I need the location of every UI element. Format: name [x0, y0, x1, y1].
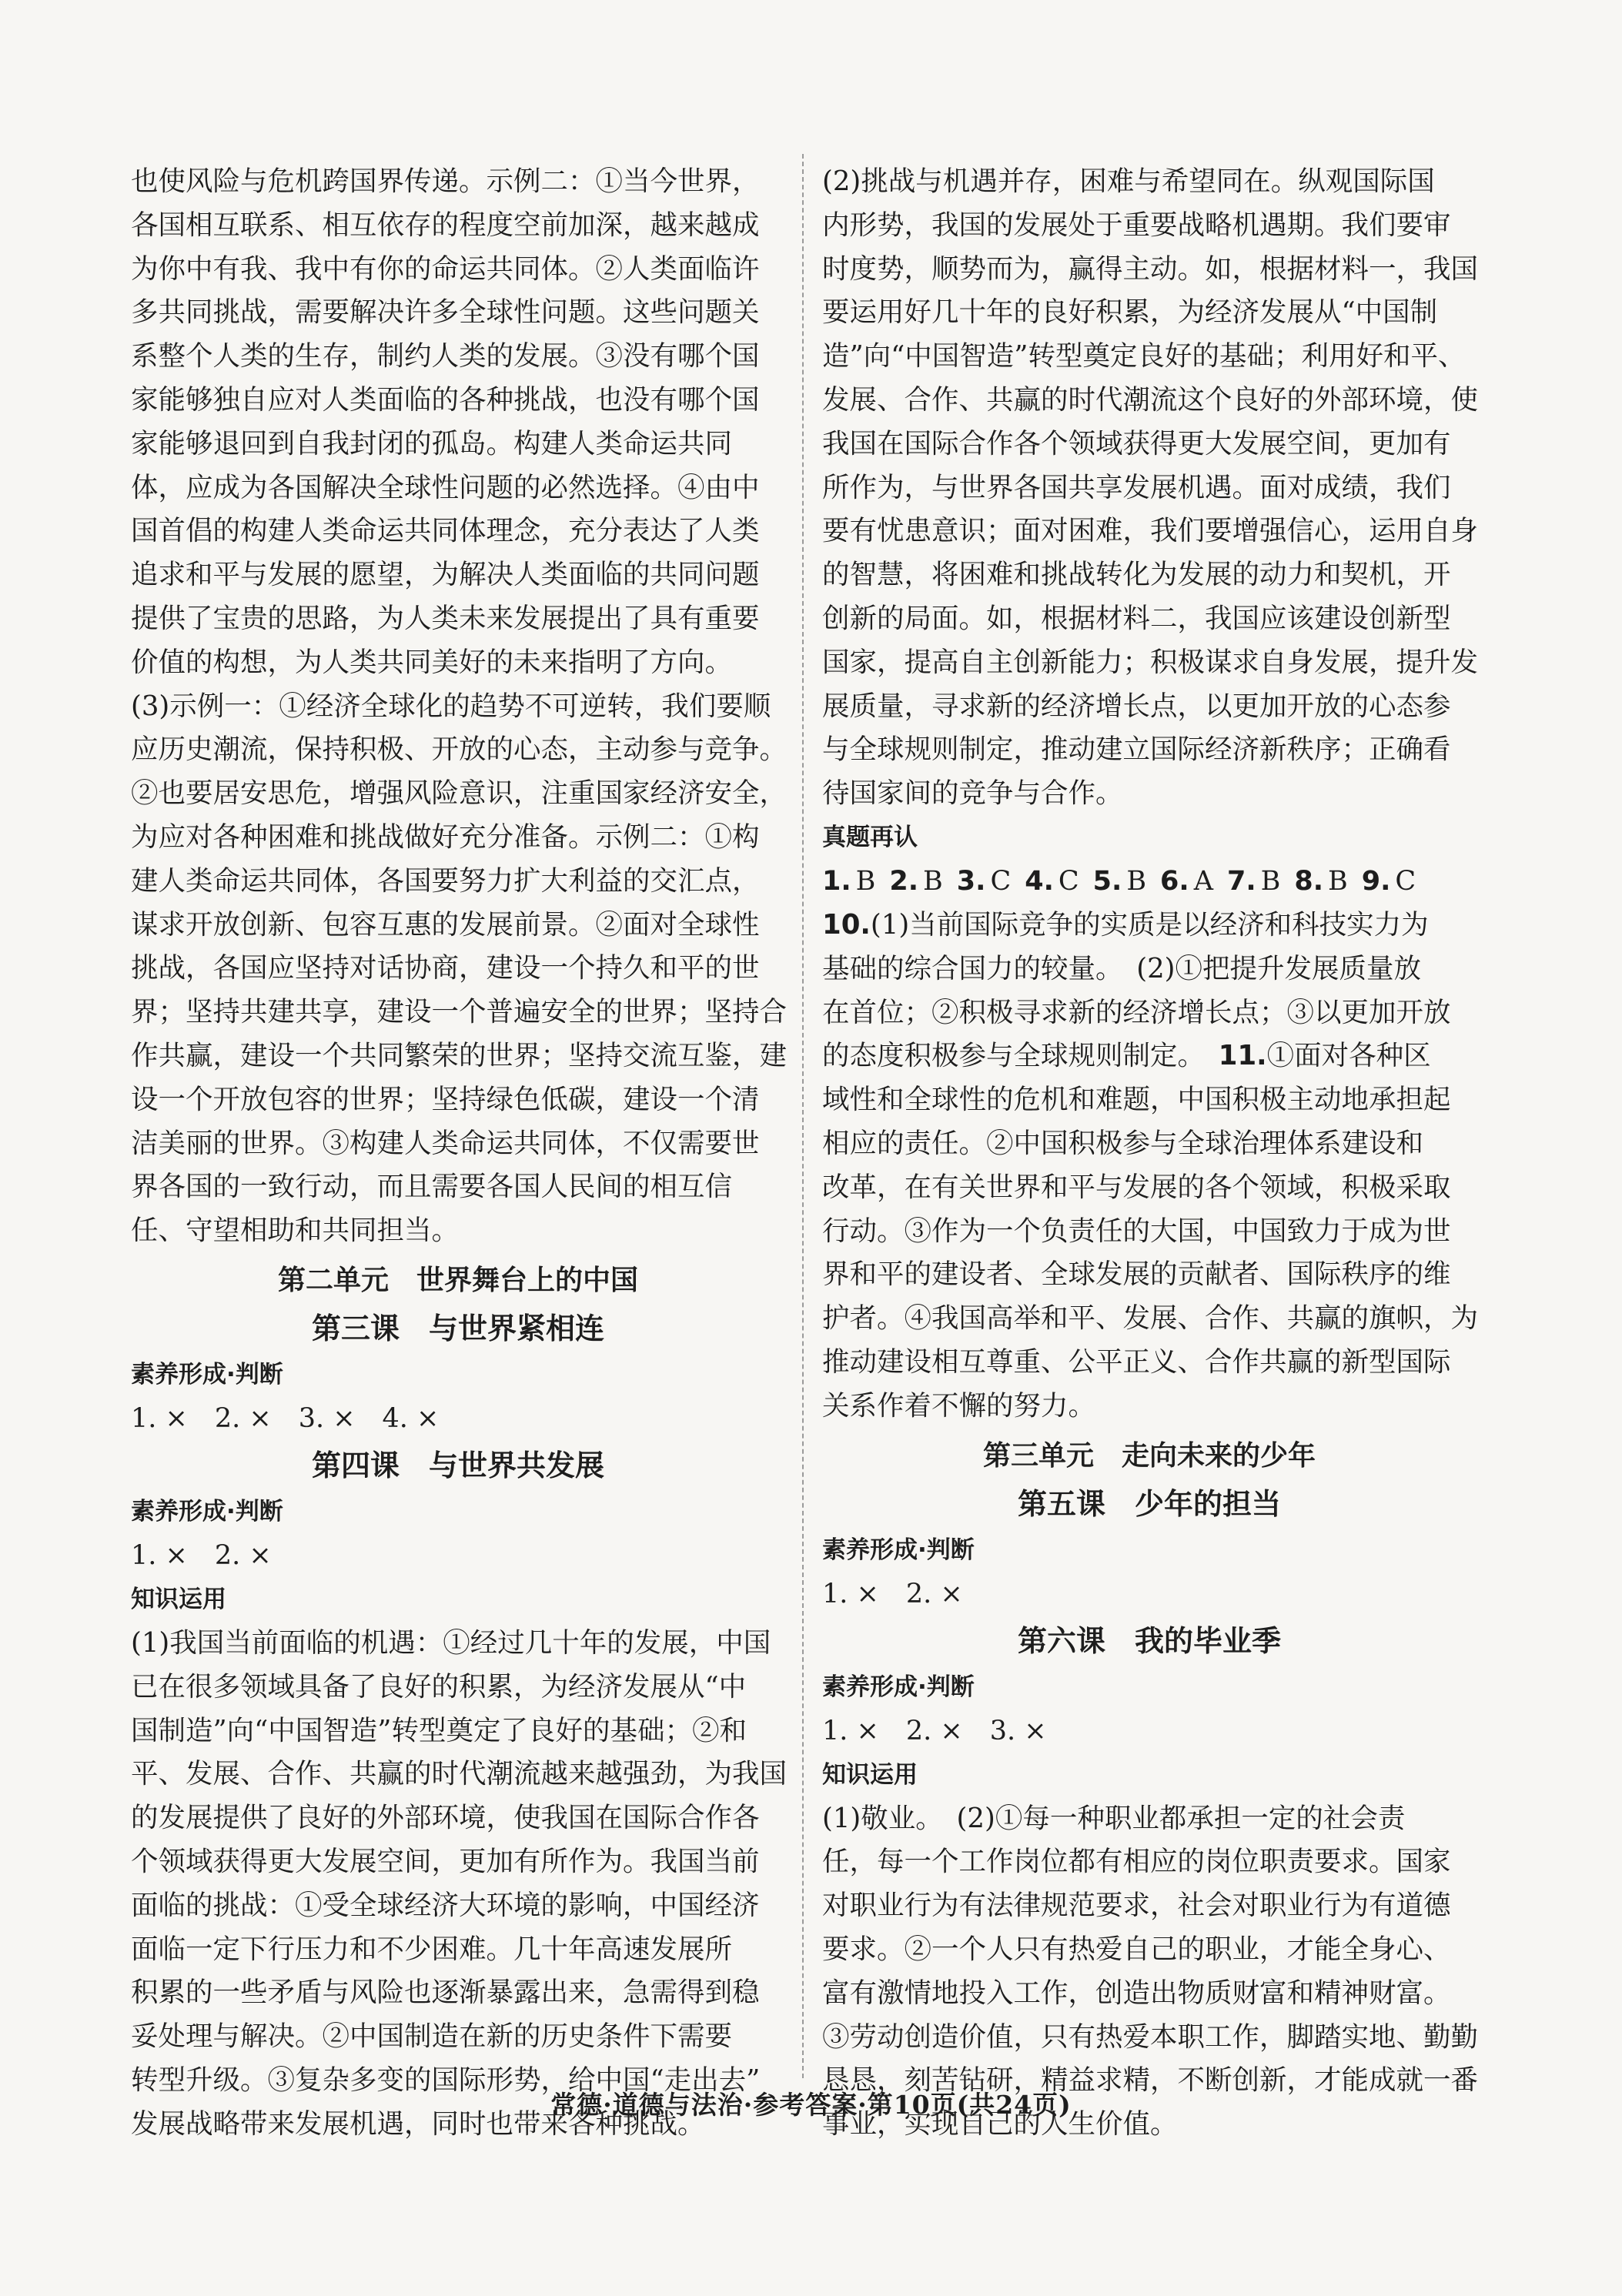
lesson-4-knowledge-heading: 知识运用 [131, 1585, 226, 1613]
text-line: 家能够独自应对人类面临的各种挑战，也没有哪个国 [131, 383, 760, 416]
mc-answer-number: 8. [1294, 865, 1324, 897]
text-line: 已在很多领域具备了良好的积累，为经济发展从“中 [131, 1670, 747, 1703]
text-line: 提供了宝贵的思路，为人类未来发展提出了具有重要 [131, 602, 760, 634]
text-line: 平、发展、合作、共赢的时代潮流越来越强劲，为我国 [131, 1758, 788, 1790]
text-line: 要有忧患意识；面对困难，我们要增强信心，运用自身 [822, 515, 1479, 547]
lesson-3-title: 第三课 与世界紧相连 [311, 1311, 604, 1345]
text-line: 改革，在有关世界和平与发展的各个领域，积极采取 [822, 1171, 1451, 1203]
question-10-answer [822, 904, 1477, 1078]
right-paragraph-1 [822, 160, 1477, 816]
mc-answer-number: 6. [1160, 865, 1189, 897]
text-line: 任，每一个工作岗位都有相应的岗位职责要求。国家 [822, 1846, 1451, 1878]
text-line: 价值的构想，为人类共同美好的未来指明了方向。 [131, 646, 733, 678]
text-line: 发展、合作、共赢的时代潮流这个良好的外部环境，使 [822, 383, 1479, 416]
left-column [131, 160, 788, 2146]
text-line: 对职业行为有法律规范要求，社会对职业行为有道德 [822, 1890, 1451, 1922]
lesson-4-answers: 1. × 2. × [131, 1539, 272, 1571]
text-line: 积累的一些矛盾与风险也逐渐暴露出来，急需得到稳 [131, 1977, 760, 2009]
mc-answer-item [1093, 866, 1146, 897]
text-line: 展质量，寻求新的经济增长点，以更加开放的心态参 [822, 690, 1451, 722]
text-line: 我国在国际合作各个领域获得更大发展空间，更加有 [822, 427, 1451, 460]
text-line: 界各国的一致行动，而且需要各国人民间的相互信 [131, 1171, 733, 1203]
unit-2-title: 第二单元 世界舞台上的中国 [277, 1264, 638, 1296]
text-line: 所作为，与世界各国共享发展机遇。面对成绩，我们 [822, 471, 1451, 503]
mc-answer-letter: A [1193, 865, 1213, 897]
text-line: 域性和全球性的危机和难题，中国积极主动地承担起 [822, 1084, 1451, 1116]
lesson-6-answers: 1. × 2. × 3. × [822, 1715, 1047, 1746]
mc-answer-letter: B [923, 865, 943, 897]
text-line: 相应的责任。②中国积极参与全球治理体系建设和 [822, 1127, 1424, 1159]
text-line: 界；坚持共建共享，建设一个普遍安全的世界；坚持合 [131, 996, 788, 1028]
text-line: 个领域获得更大发展空间，更加有所作为。我国当前 [131, 1845, 760, 1877]
text-line: 国家，提高自主创新能力；积极谋求自身发展，提升发 [822, 646, 1479, 678]
text-line: 关系作着不懈的努力。 [822, 1389, 1096, 1422]
text-line: 界和平的建设者、全球发展的贡献者、国际秩序的维 [822, 1258, 1451, 1291]
text-line: 追求和平与发展的愿望，为解决人类面临的共同问题 [131, 559, 760, 591]
text-line: 富有激情地投入工作，创造出物质财富和精神财富。 [822, 1977, 1451, 2009]
page-footer: 常德·道德与法治·参考答案·第10页(共24页) [550, 2090, 1072, 2120]
text-line: 要求。②一个人只有热爱自己的职业，才能全身心、 [822, 1933, 1451, 1965]
question-11-answer [822, 1078, 1477, 1428]
text-line: ②也要居安思危，增强风险意识，注重国家经济安全， [131, 777, 788, 810]
text-line: 待国家间的竞争与合作。 [822, 777, 1123, 810]
text-line: (1)敬业。 (2)①每一种职业都承担一定的社会责 [822, 1802, 1406, 1834]
left-paragraph-2 [131, 685, 788, 1253]
lesson-4-title: 第四课 与世界共发展 [311, 1448, 604, 1482]
question-10-line-2: 基础的综合国力的较量。 (2)①把提升发展质量放 [822, 952, 1422, 984]
text-line: 造”向“中国智造”转型奠定良好的基础；利用好和平、 [822, 340, 1466, 373]
mc-answer-letter: C [1058, 865, 1079, 897]
text-line: 推动建设相互尊重、公平正义、合作共赢的新型国际 [822, 1345, 1451, 1378]
text-line: 洁美丽的世界。③构建人类命运共同体，不仅需要世 [131, 1127, 760, 1159]
text-line: 事业，实现自己的人生价值。 [822, 2108, 1178, 2141]
mc-answer-item [1227, 866, 1280, 897]
text-line: 内形势，我国的发展处于重要战略机遇期。我们要审 [822, 209, 1451, 241]
text-line: ③劳动创造价值，只有热爱本职工作，脚踏实地、勤勤 [822, 2020, 1479, 2053]
lesson-3-section-heading: 素养形成·判断 [131, 1360, 283, 1389]
left-paragraph-3 [131, 1622, 788, 2147]
mc-answer-letter: B [1260, 865, 1281, 897]
mc-answer-number: 2. [889, 865, 919, 897]
multiple-choice-answers [822, 860, 1477, 904]
lesson-6-title: 第六课 我的毕业季 [1017, 1623, 1281, 1658]
mc-answer-item [1362, 866, 1416, 897]
mc-answer-number: 4. [1025, 865, 1054, 897]
text-line: 护者。④我国高举和平、发展、合作、共赢的旗帜，为 [822, 1302, 1479, 1335]
text-line: (1)我国当前面临的机遇：①经过几十年的发展，中国 [131, 1626, 771, 1659]
text-line: 发展战略带来发展机遇，同时也带来各种挑战。 [131, 2107, 705, 2140]
text-line: 建人类命运共同体，各国要努力扩大利益的交汇点， [131, 864, 760, 897]
text-line: 为应对各种困难和挑战做好充分准备。示例二：①构 [131, 820, 760, 853]
text-line: 面临的挑战：①受全球经济大环境的影响，中国经济 [131, 1889, 760, 1921]
mc-answer-letter: B [855, 865, 876, 897]
text-line: 国制造”向“中国智造”转型奠定了良好的基础；②和 [131, 1714, 747, 1746]
text-line: 妥处理与解决。②中国制造在新的历史条件下需要 [131, 2020, 733, 2053]
text-line: 应历史潮流，保持积极、开放的心态，主动参与竞争。 [131, 734, 788, 766]
text-line: 与全球规则制定，推动建立国际经济新秩序；正确看 [822, 734, 1451, 766]
real-exam-heading: 真题再认 [822, 823, 918, 851]
mc-answer-number: 9. [1361, 865, 1391, 897]
text-line: 行动。③作为一个负责任的大国，中国致力于成为世 [822, 1215, 1451, 1247]
lesson-5-answers: 1. × 2. × [822, 1578, 963, 1609]
text-line: 为你中有我、我中有你的命运共同体。②人类面临许 [131, 252, 760, 285]
mc-answer-item [1294, 866, 1347, 897]
mc-answer-number: 3. [956, 865, 986, 897]
text-line: 设一个开放包容的世界；坚持绿色低碳，建设一个清 [131, 1083, 760, 1115]
question-11-first-line: ①面对各种区 [1266, 1040, 1431, 1072]
left-paragraph-1 [131, 160, 785, 685]
mc-answer-item [822, 866, 875, 897]
text-line: 转型升级。③复杂多变的国际形势，给中国“走出去” [131, 2064, 761, 2096]
right-column [822, 160, 1477, 2147]
text-line: 各国相互联系、相互依存的程度空前加深，越来越成 [131, 209, 760, 241]
mc-answer-number: 5. [1092, 865, 1122, 897]
text-line: 要运用好几十年的良好积累，为经济发展从“中国制 [822, 296, 1438, 329]
mc-answer-item [1025, 866, 1079, 897]
text-line: 时度势，顺势而为，赢得主动。如，根据材料一，我国 [822, 252, 1479, 285]
mc-answer-number: 7. [1226, 865, 1256, 897]
mc-answer-letter: C [1395, 865, 1416, 897]
mc-answer-item [889, 866, 942, 897]
mc-answer-item [957, 866, 1011, 897]
text-line: 恳恳，刻苦钻研，精益求精，不断创新，才能成就一番 [822, 2064, 1479, 2097]
mc-answer-letter: B [1126, 865, 1147, 897]
text-line: 的发展提供了良好的外部环境，使我国在国际合作各 [131, 1802, 760, 1834]
text-line: 谋求开放创新、包容互惠的发展前景。②面对全球性 [131, 908, 760, 941]
mc-answer-letter: C [990, 865, 1012, 897]
mc-answer-item [1160, 866, 1213, 897]
text-line: 多共同挑战，需要解决许多全球性问题。这些问题关 [131, 296, 760, 329]
text-line: (3)示例一：①经济全球化的趋势不可逆转，我们要顺 [131, 690, 771, 722]
column-divider [802, 154, 804, 2078]
text-line: 创新的局面。如，根据材料二，我国应该建设创新型 [822, 602, 1451, 634]
lesson-6-section-heading: 素养形成·判断 [822, 1673, 975, 1701]
mc-answer-number: 1. [822, 865, 851, 897]
text-line: 作共赢，建设一个共同繁荣的世界；坚持交流互鉴，建 [131, 1039, 788, 1071]
text-line: 国首倡的构建人类命运共同体理念，充分表达了人类 [131, 515, 760, 547]
unit-3-title: 第三单元 走向未来的少年 [982, 1439, 1316, 1472]
text-line: 体，应成为各国解决全球性问题的必然选择。④由中 [131, 471, 760, 503]
question-11-number: 11. [1218, 1040, 1267, 1072]
lesson-4-section-heading: 素养形成·判断 [131, 1497, 283, 1526]
text-line: 的智慧，将困难和挑战转化为发展的动力和契机，开 [822, 559, 1451, 591]
text-line: 也使风险与危机跨国界传递。示例二：①当今世界， [131, 165, 760, 197]
question-10-line-4: 的态度积极参与全球规则制定。 [822, 1040, 1192, 1072]
text-line: (2)挑战与机遇并存，困难与希望同在。纵观国际国 [822, 165, 1435, 197]
mc-answer-letter: B [1328, 865, 1348, 897]
question-10-line-3: 在首位；②积极寻求新的经济增长点；③以更加开放 [822, 996, 1451, 1028]
text-line: 家能够退回到自我封闭的孤岛。构建人类命运共同 [131, 427, 733, 460]
lesson-6-knowledge-heading: 知识运用 [822, 1760, 918, 1789]
lesson-3-answers: 1. × 2. × 3. × 4. × [131, 1402, 440, 1434]
question-10-line-1: (1)当前国际竞争的实质是以经济和科技实力为 [870, 908, 1429, 941]
text-line: 面临一定下行压力和不少困难。几十年高速发展所 [131, 1933, 733, 1965]
text-line: 任、守望相助和共同担当。 [131, 1215, 460, 1247]
text-line: 挑战，各国应坚持对话协商，建设一个持久和平的世 [131, 952, 760, 984]
text-line: 系整个人类的生存，制约人类的发展。③没有哪个国 [131, 340, 760, 373]
question-10-number: 10. [822, 908, 871, 941]
lesson-5-section-heading: 素养形成·判断 [822, 1536, 975, 1564]
lesson-5-title: 第五课 少年的担当 [1017, 1486, 1281, 1521]
